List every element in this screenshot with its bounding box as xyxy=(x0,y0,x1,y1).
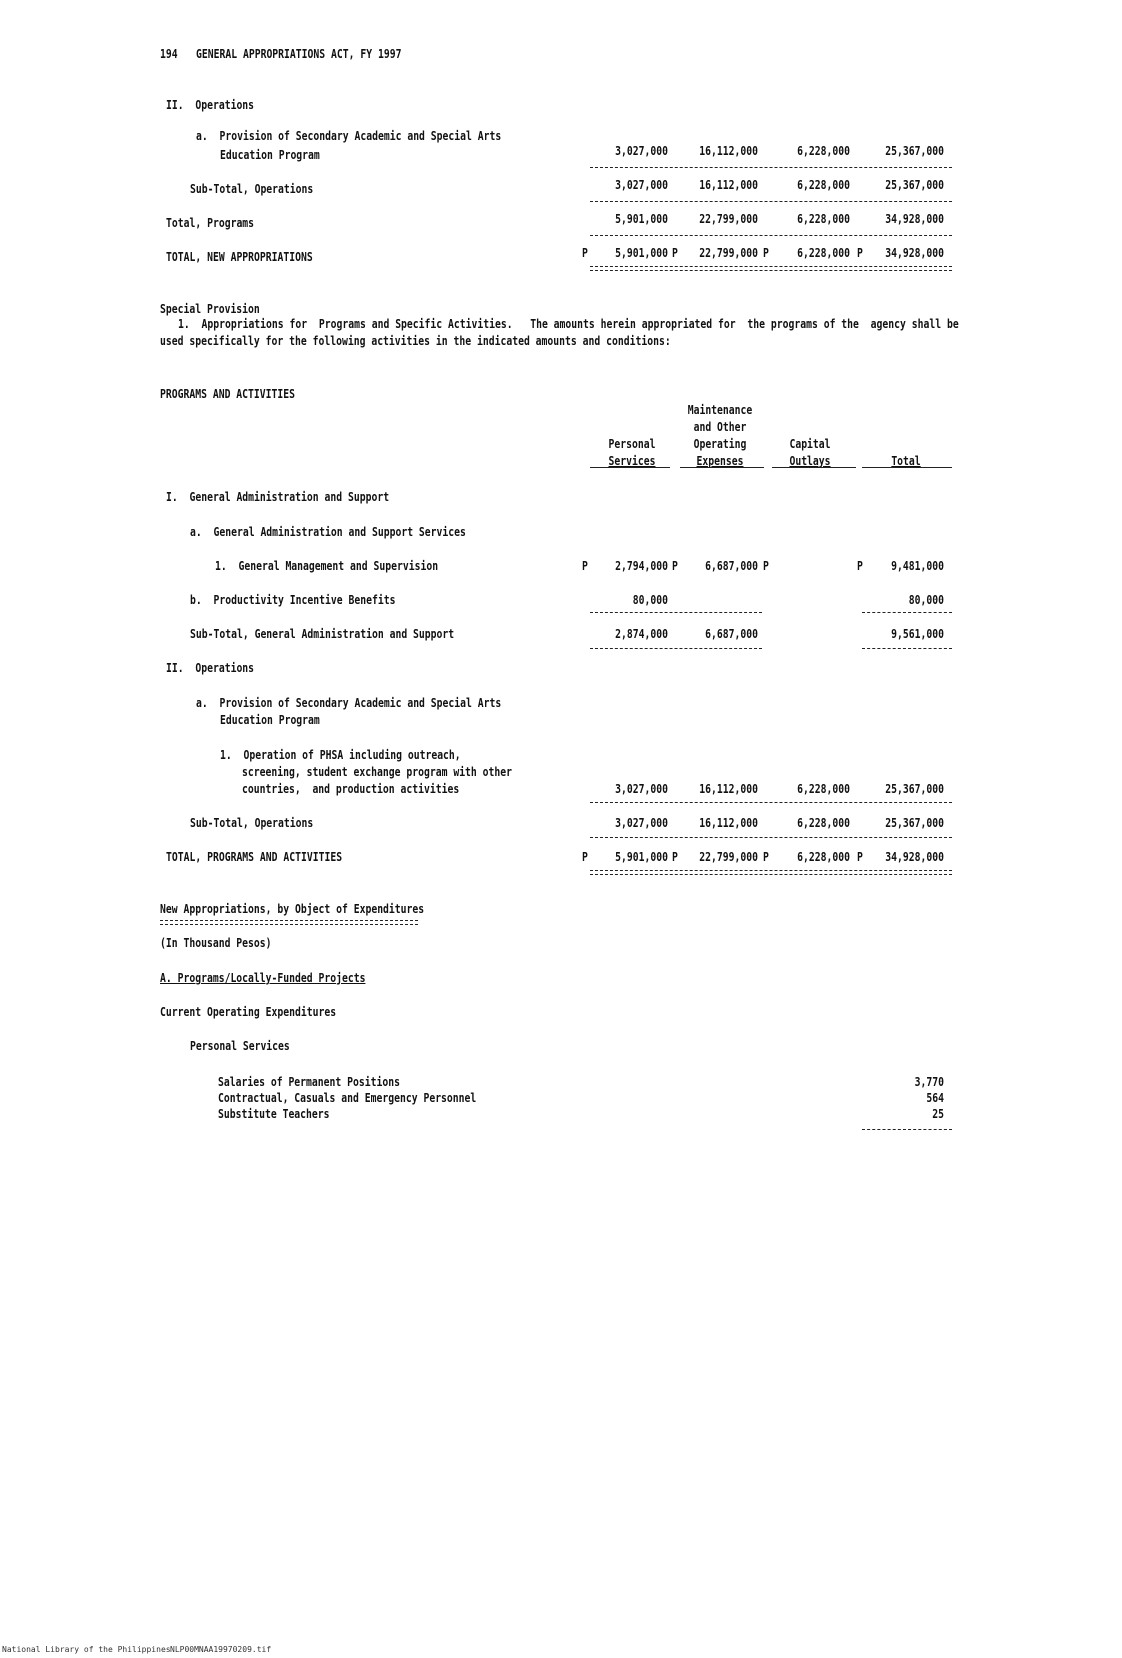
ops-1-total: 25,367,000 xyxy=(885,781,944,796)
top-mooe-value: 22,799,000 xyxy=(699,245,758,260)
underline-rule xyxy=(590,201,952,202)
grand-total-total: 34,928,000 xyxy=(885,849,944,864)
total-programs-label: Total, Programs xyxy=(166,215,255,230)
ops-heading: II. Operations xyxy=(166,660,255,675)
underline-rule xyxy=(590,612,762,613)
double-rule xyxy=(590,870,952,875)
subtotal-gas-mooe: 6,687,000 xyxy=(705,626,758,641)
ps-item-value: 564 xyxy=(926,1090,944,1105)
col-header-mooe: and Other xyxy=(693,419,747,434)
current-operating-heading: Current Operating Expenditures xyxy=(160,1004,337,1019)
peso-sign: P xyxy=(857,558,863,573)
page-number: 194 xyxy=(160,46,178,61)
underline-rule xyxy=(590,167,952,168)
pib-ps: 80,000 xyxy=(632,592,668,607)
gas-a-label: a. General Administration and Support Services xyxy=(190,524,466,539)
top-mooe-value: 16,112,000 xyxy=(699,177,758,192)
operations-heading: II. Operations xyxy=(166,97,255,112)
grand-total-label: TOTAL, PROGRAMS AND ACTIVITIES xyxy=(166,849,343,864)
top-total-value: 25,367,000 xyxy=(885,143,944,158)
peso-sign: P xyxy=(857,245,863,260)
top-ps-value: 3,027,000 xyxy=(615,177,668,192)
underline-rule xyxy=(590,648,762,649)
total-new-appropriations-label: TOTAL, NEW APPROPRIATIONS xyxy=(166,249,313,264)
peso-sign: P xyxy=(582,558,588,573)
ps-item-label: Salaries of Permanent Positions xyxy=(218,1074,400,1089)
underline-rule xyxy=(862,648,952,649)
ops-a-line1: a. Provision of Secondary Academic and Special Arts xyxy=(196,695,502,710)
subtotal-ops-mooe: 16,112,000 xyxy=(699,815,758,830)
ops-1-line3: countries, and production activities xyxy=(242,781,460,796)
pib-label: b. Productivity Incentive Benefits xyxy=(190,592,396,607)
subtotal-gas-label: Sub-Total, General Administration and Support xyxy=(190,626,455,641)
subtotal-operations-label: Sub-Total, Operations xyxy=(190,181,314,196)
program-a-line2: Education Program xyxy=(220,147,320,162)
ops-1-line2: screening, student exchange program with other xyxy=(242,764,513,779)
peso-sign: P xyxy=(582,245,588,260)
special-provision-heading: Special Provision xyxy=(160,301,260,316)
peso-sign: P xyxy=(582,849,588,864)
special-provision-para-line2: used specifically for the following activities in the indicated amounts and conditions: xyxy=(160,333,671,348)
ps-item-label: Contractual, Casuals and Emergency Personnel xyxy=(218,1090,477,1105)
grand-total-mooe: 22,799,000 xyxy=(699,849,758,864)
gms-mooe: 6,687,000 xyxy=(705,558,758,573)
ops-1-line1: 1. Operation of PHSA including outreach, xyxy=(220,747,461,762)
underline-rule xyxy=(590,235,952,236)
col-header-mooe: Maintenance xyxy=(687,402,753,417)
col-header-mooe: Expenses xyxy=(696,453,744,468)
underline-rule xyxy=(590,802,952,803)
footer-filename: NLP00MNAA19970209.tif xyxy=(170,1645,272,1654)
subtotal-ops-total: 25,367,000 xyxy=(885,815,944,830)
top-mooe-value: 16,112,000 xyxy=(699,143,758,158)
peso-sign: P xyxy=(763,245,769,260)
ps-item-label: Substitute Teachers xyxy=(218,1106,330,1121)
top-total-value: 25,367,000 xyxy=(885,177,944,192)
peso-sign: P xyxy=(857,849,863,864)
col-header-mooe: Operating xyxy=(693,436,747,451)
col-header-ps: Personal xyxy=(608,436,656,451)
object-expenditures-heading: New Appropriations, by Object of Expenditures xyxy=(160,901,425,916)
header-underline xyxy=(862,467,952,468)
gms-label: 1. General Management and Supervision xyxy=(215,558,439,573)
col-header-co: Capital xyxy=(789,436,831,451)
underline-rule xyxy=(862,612,952,613)
grand-total-ps: 5,901,000 xyxy=(615,849,668,864)
col-header-ps: Services xyxy=(608,453,656,468)
footer-library: National Library of the Philippines xyxy=(2,1645,171,1654)
unit-label: (In Thousand Pesos) xyxy=(160,935,272,950)
ops-a-line2: Education Program xyxy=(220,712,320,727)
top-total-value: 34,928,000 xyxy=(885,245,944,260)
gms-total: 9,481,000 xyxy=(891,558,944,573)
top-co-value: 6,228,000 xyxy=(797,211,850,226)
header-underline xyxy=(772,467,856,468)
peso-sign: P xyxy=(763,849,769,864)
personal-services-heading: Personal Services xyxy=(190,1038,290,1053)
top-ps-value: 5,901,000 xyxy=(615,211,668,226)
top-co-value: 6,228,000 xyxy=(797,143,850,158)
peso-sign: P xyxy=(763,558,769,573)
top-ps-value: 3,027,000 xyxy=(615,143,668,158)
peso-sign: P xyxy=(672,849,678,864)
subtotal-ops-ps: 3,027,000 xyxy=(615,815,668,830)
col-header-total: Total xyxy=(891,453,921,468)
section-a-heading: A. Programs/Locally-Funded Projects xyxy=(160,970,366,985)
underline-rule xyxy=(862,1129,952,1130)
pib-total: 80,000 xyxy=(908,592,944,607)
programs-heading: PROGRAMS AND ACTIVITIES xyxy=(160,386,296,401)
gas-heading: I. General Administration and Support xyxy=(166,489,390,504)
header-underline xyxy=(590,467,670,468)
subtotal-gas-total: 9,561,000 xyxy=(891,626,944,641)
program-a-line1: a. Provision of Secondary Academic and Special Arts xyxy=(196,128,502,143)
top-total-value: 34,928,000 xyxy=(885,211,944,226)
ops-1-ps: 3,027,000 xyxy=(615,781,668,796)
double-rule xyxy=(160,920,418,925)
peso-sign: P xyxy=(672,245,678,260)
gms-ps: 2,794,000 xyxy=(615,558,668,573)
ops-1-mooe: 16,112,000 xyxy=(699,781,758,796)
page-header-title: GENERAL APPROPRIATIONS ACT, FY 1997 xyxy=(196,46,402,61)
header-underline xyxy=(680,467,764,468)
special-provision-para-line1: 1. Appropriations for Programs and Specific Activities. The amounts herein appropriated for the programs of the agency shall be xyxy=(178,316,959,331)
double-rule xyxy=(590,266,952,271)
top-co-value: 6,228,000 xyxy=(797,177,850,192)
subtotal-ops-label: Sub-Total, Operations xyxy=(190,815,314,830)
ops-1-co: 6,228,000 xyxy=(797,781,850,796)
col-header-co: Outlays xyxy=(789,453,831,468)
top-ps-value: 5,901,000 xyxy=(615,245,668,260)
ps-item-value: 3,770 xyxy=(914,1074,944,1089)
peso-sign: P xyxy=(672,558,678,573)
subtotal-ops-co: 6,228,000 xyxy=(797,815,850,830)
subtotal-gas-ps: 2,874,000 xyxy=(615,626,668,641)
top-mooe-value: 22,799,000 xyxy=(699,211,758,226)
ps-item-value: 25 xyxy=(932,1106,944,1121)
underline-rule xyxy=(590,837,952,838)
top-co-value: 6,228,000 xyxy=(797,245,850,260)
grand-total-co: 6,228,000 xyxy=(797,849,850,864)
